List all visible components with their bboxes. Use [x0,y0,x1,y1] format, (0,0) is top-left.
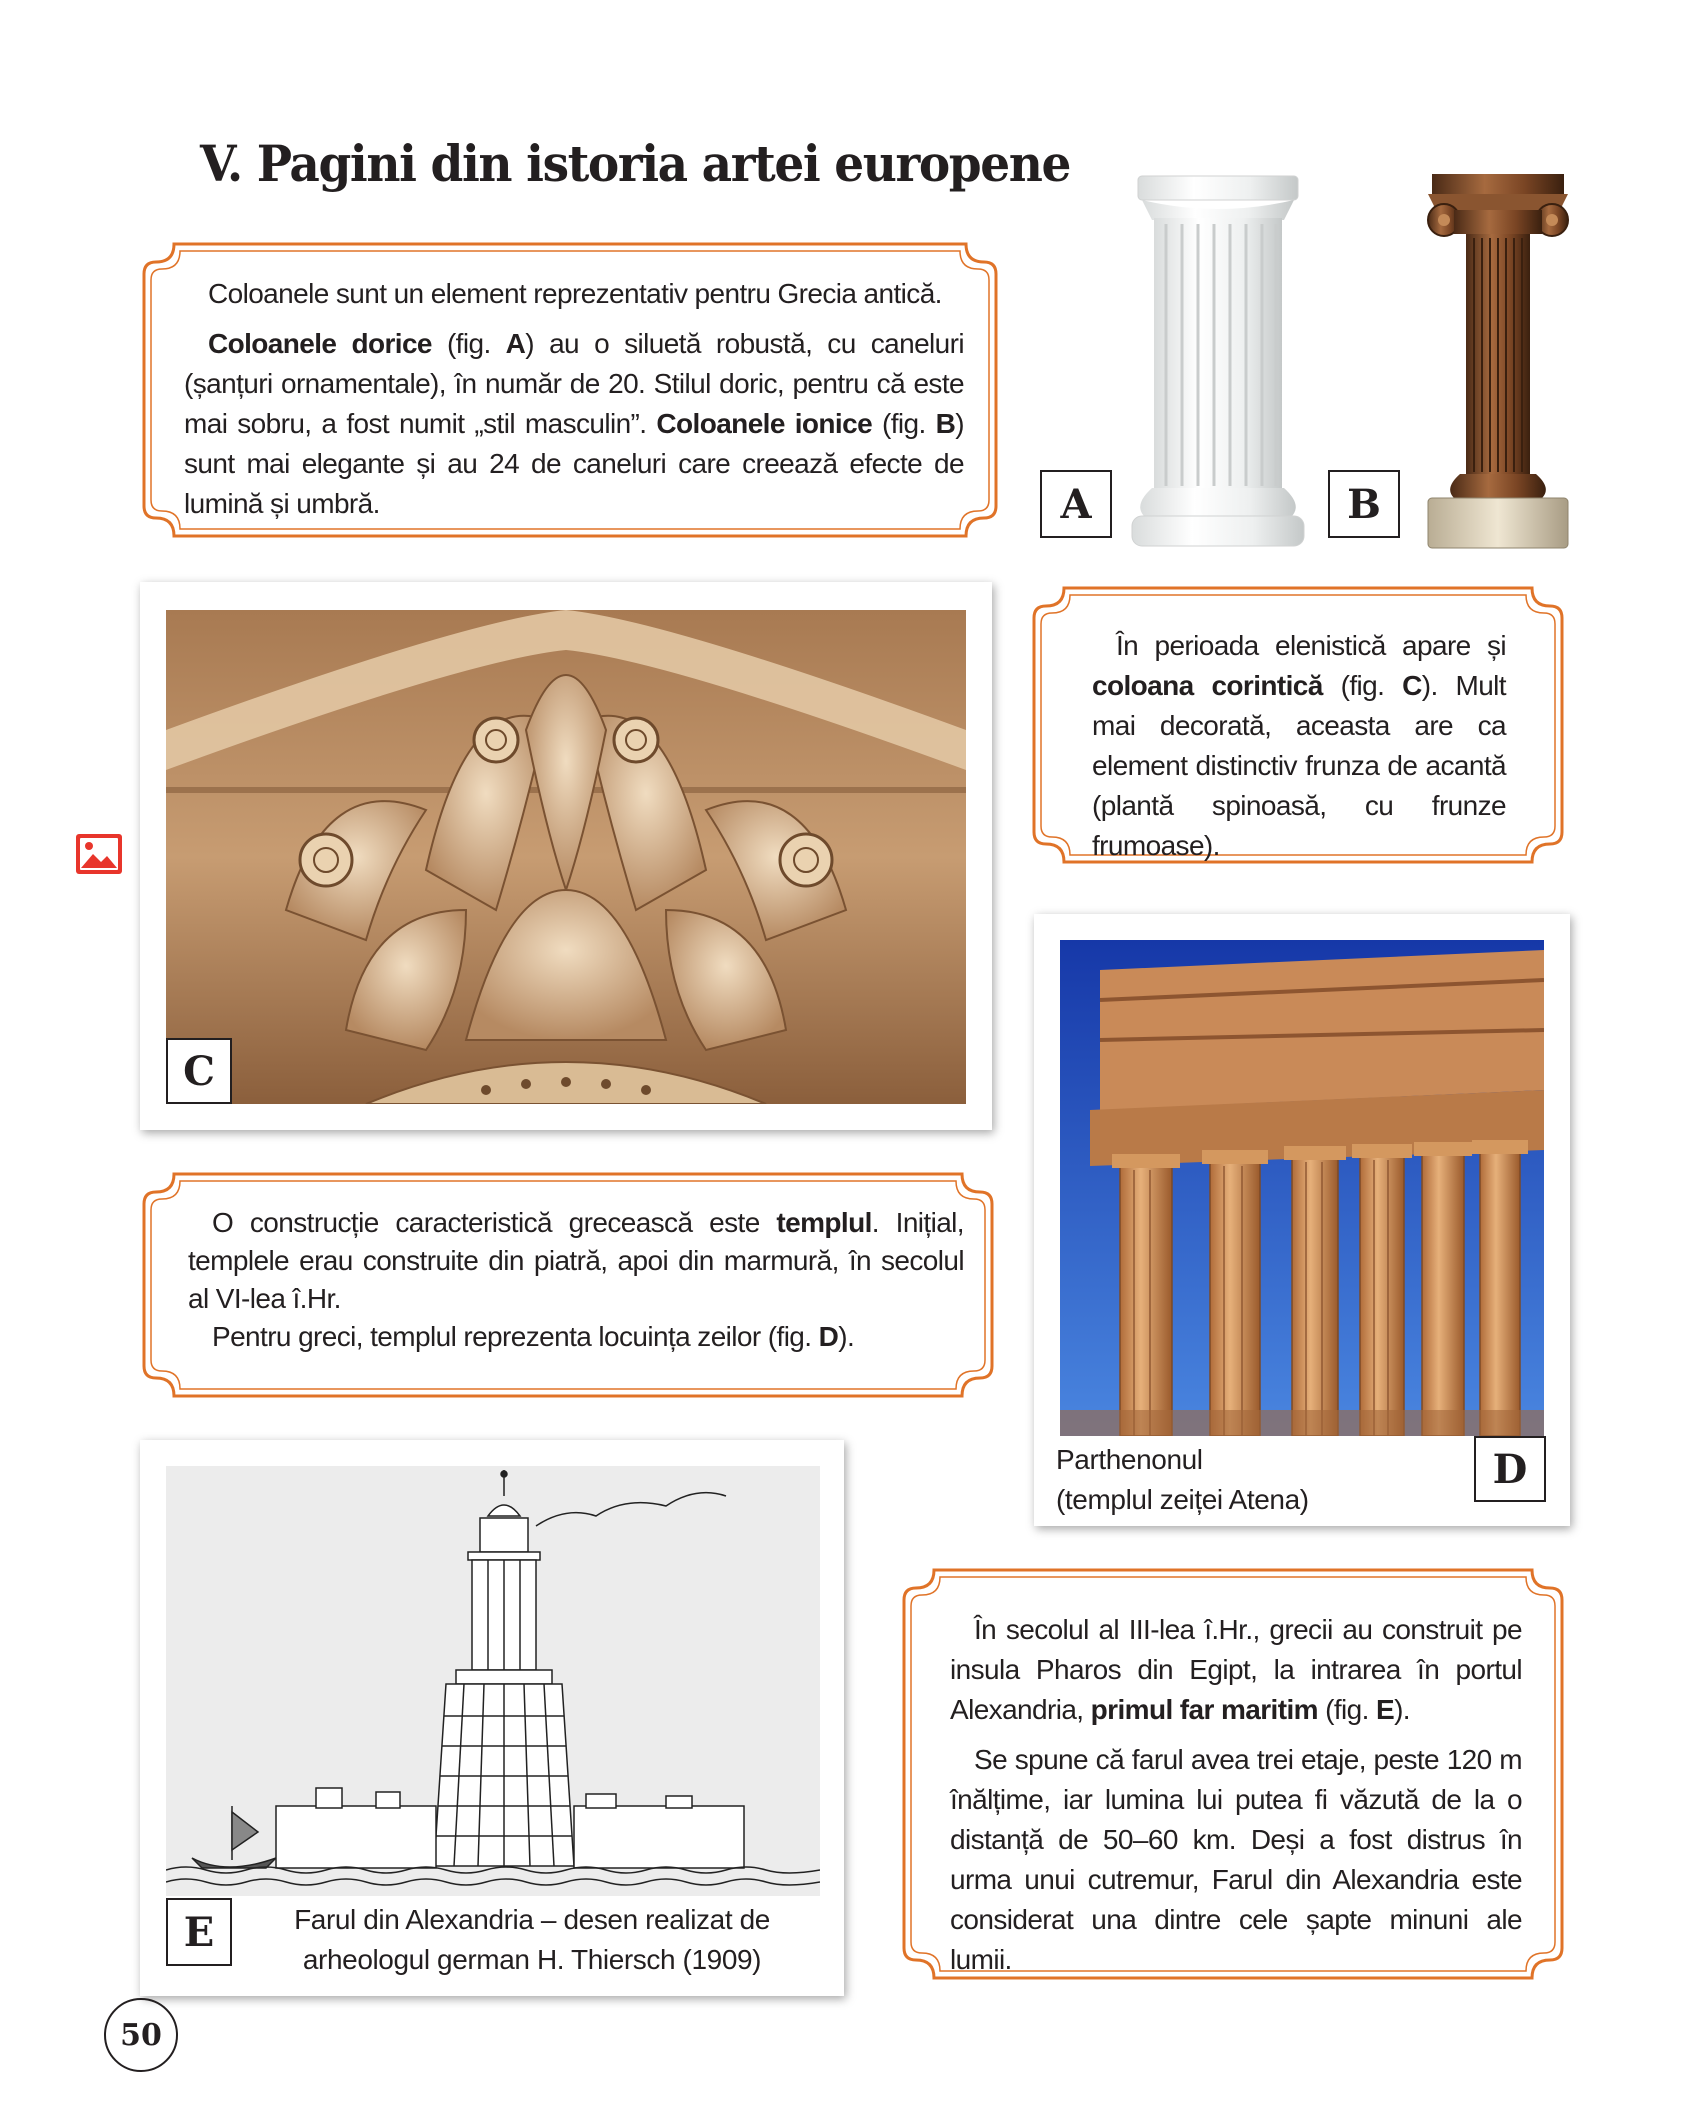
lighthouse-drawing [166,1466,820,1896]
figure-label-d: D [1474,1436,1546,1502]
paragraph: Coloanele dorice (fig. A) au o siluetă robustă, cu caneluri (șanțuri ornamentale), în număr de 20. Stilul doric, pentru că este mai sobru, a fost numit „stil masculin”. Coloanele ionice (fig. B) sunt mai elegante și au 24 de caneluri care creează efecte de lumină și umbră. [184,328,964,519]
doric-column-image [1128,172,1308,550]
corinthian-capital-photo [166,610,966,1104]
parthenon-photo [1060,940,1544,1436]
paragraph: Se spune că farul avea trei etaje, peste 120 m înălțime, iar lumina lui putea fi văzută de la o distanță de 50–60 km. Deși a fost distrus în urma unui cutremur, Farul din Alexandria este considerat una dintre cele șapte minuni ale lumii. [950,1744,1522,1975]
page-title: V. Pagini din istoria artei europene [200,134,1070,193]
caption-parthenon: Parthenonul (templul zeiței Atena) [1056,1444,1309,1515]
photo-card-lighthouse [140,1440,844,1996]
text-box-columns [140,240,1000,540]
paragraph: O construcție caracteristică grecească este templul. Inițial, templele erau construite din piatră, apoi din marmură, în secolul al VI-lea î.Hr. [188,1207,964,1314]
text-box-corinthian [1030,584,1566,866]
figure-label-a: A [1040,470,1112,538]
page-number: 50 [104,1998,178,2072]
text-box-lighthouse [900,1566,1566,1982]
text-box-temple [140,1170,996,1400]
image-gallery-icon[interactable] [74,832,124,876]
paragraph: Coloanele sunt un element reprezentativ pentru Grecia antică. [208,278,942,309]
photo-card-parthenon [1034,914,1570,1526]
photo-card-corinthian [140,582,992,1130]
paragraph: În perioada elenistică apare și coloana corintică (fig. C). Mult mai decorată, aceasta are ca element distinctiv frunza de acantă (plantă spinoasă, cu frunze frumoase). [1092,630,1506,861]
caption-lighthouse: Farul din Alexandria – desen realizat de arheologul german H. Thiersch (1909) [294,1904,770,1975]
figure-label-e: E [166,1898,232,1966]
figure-label-b: B [1328,470,1400,538]
paragraph: Pentru greci, templul reprezenta locuința zeilor (fig. D). [212,1321,855,1352]
figure-label-c: C [166,1038,232,1104]
ionic-column-image [1418,170,1578,552]
paragraph: În secolul al III-lea î.Hr., grecii au construit pe insula Pharos din Egipt, la intrarea în portul Alexandria, primul far maritim (fig. E). [950,1614,1522,1725]
